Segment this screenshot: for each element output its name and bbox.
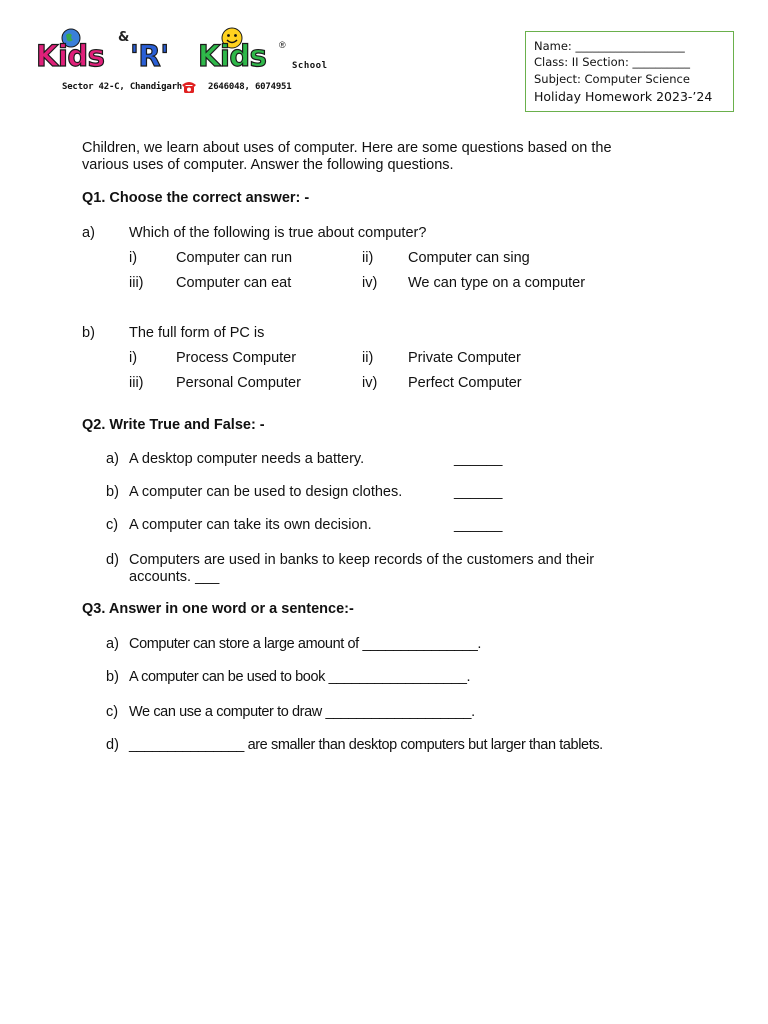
q1b-option-num: i) xyxy=(129,350,138,366)
q2-item-label: d) xyxy=(106,552,119,568)
q2-item-blank: ______ xyxy=(454,484,503,500)
logo-word-r: 'R' xyxy=(130,39,169,73)
intro-line-2: various uses of computer. Answer the following questions. xyxy=(82,157,454,173)
q3-item-text: Computer can store a large amount of _______________. xyxy=(129,636,482,652)
school-logo xyxy=(36,28,336,78)
q1a-label: a) xyxy=(82,225,95,241)
phone-icon xyxy=(180,80,198,94)
q1a-option-text: We can type on a computer xyxy=(408,275,586,291)
q2-item-text: A computer can be used to design clothes. xyxy=(129,484,403,500)
q2-item-text: A computer can take its own decision. xyxy=(129,517,372,533)
q3-item-label: a) xyxy=(106,636,119,652)
q1a-question: Which of the following is true about computer? xyxy=(129,225,427,241)
q3-item-text: We can use a computer to draw ___________________. xyxy=(129,704,475,720)
q1b-option-text: Perfect Computer xyxy=(408,375,522,391)
registered-mark: ® xyxy=(279,40,286,50)
logo-ampersand: & xyxy=(118,30,130,45)
q1-title: Q1. Choose the correct answer: - xyxy=(82,190,310,206)
q3-item-label: d) xyxy=(106,737,119,753)
school-phone: 2646048, 6074951 xyxy=(208,82,292,92)
subject-line: Subject: Computer Science xyxy=(534,72,690,86)
q2-item-blank: ______ xyxy=(454,451,503,467)
q1a-option-num: ii) xyxy=(362,250,374,266)
class-section-field: Class: II Section: __________ xyxy=(534,55,690,69)
q2-item-text-continued: accounts. ___ xyxy=(129,569,220,585)
q3-item-label: b) xyxy=(106,669,119,685)
q1b-option-num: iv) xyxy=(362,375,378,391)
q1a-option-num: i) xyxy=(129,250,138,266)
logo-word-kids-2: Kids xyxy=(198,39,267,73)
q1a-option-num: iv) xyxy=(362,275,378,291)
q3-item-text: _______________ are smaller than desktop computers but larger than tablets. xyxy=(129,737,603,753)
q1b-option-num: iii) xyxy=(129,375,144,391)
q1b-option-text: Personal Computer xyxy=(176,375,301,391)
homework-title: Holiday Homework 2023-’24 xyxy=(534,89,713,104)
q3-item-text: A computer can be used to book __________________. xyxy=(129,669,471,685)
logo-school-text: School xyxy=(292,61,328,71)
q2-item-label: b) xyxy=(106,484,119,500)
q2-item-text: Computers are used in banks to keep records of the customers and their xyxy=(129,552,595,568)
logo-word-kids: Kids xyxy=(36,39,105,73)
school-address: Sector 42-C, Chandigarh xyxy=(62,82,183,92)
name-field: Name: ___________________ xyxy=(534,39,685,53)
q2-item-label: c) xyxy=(106,517,119,533)
q1b-label: b) xyxy=(82,325,95,341)
q2-item-blank: ______ xyxy=(454,517,503,533)
q1a-option-num: iii) xyxy=(129,275,144,291)
q3-title: Q3. Answer in one word or a sentence:- xyxy=(82,601,354,617)
q1b-question: The full form of PC is xyxy=(129,325,265,341)
q1b-option-num: ii) xyxy=(362,350,374,366)
q2-title: Q2. Write True and False: - xyxy=(82,417,265,433)
q1a-option-text: Computer can sing xyxy=(408,250,530,266)
intro-line-1: Children, we learn about uses of computer. Here are some questions based on the xyxy=(82,140,612,156)
student-info-box xyxy=(525,31,734,112)
q2-item-text: A desktop computer needs a battery. xyxy=(129,451,365,467)
q2-item-label: a) xyxy=(106,451,119,467)
q1b-option-text: Private Computer xyxy=(408,350,521,366)
q1a-option-text: Computer can eat xyxy=(176,275,292,291)
q1a-option-text: Computer can run xyxy=(176,250,293,266)
q1b-option-text: Process Computer xyxy=(176,350,297,366)
q3-item-label: c) xyxy=(106,704,119,720)
